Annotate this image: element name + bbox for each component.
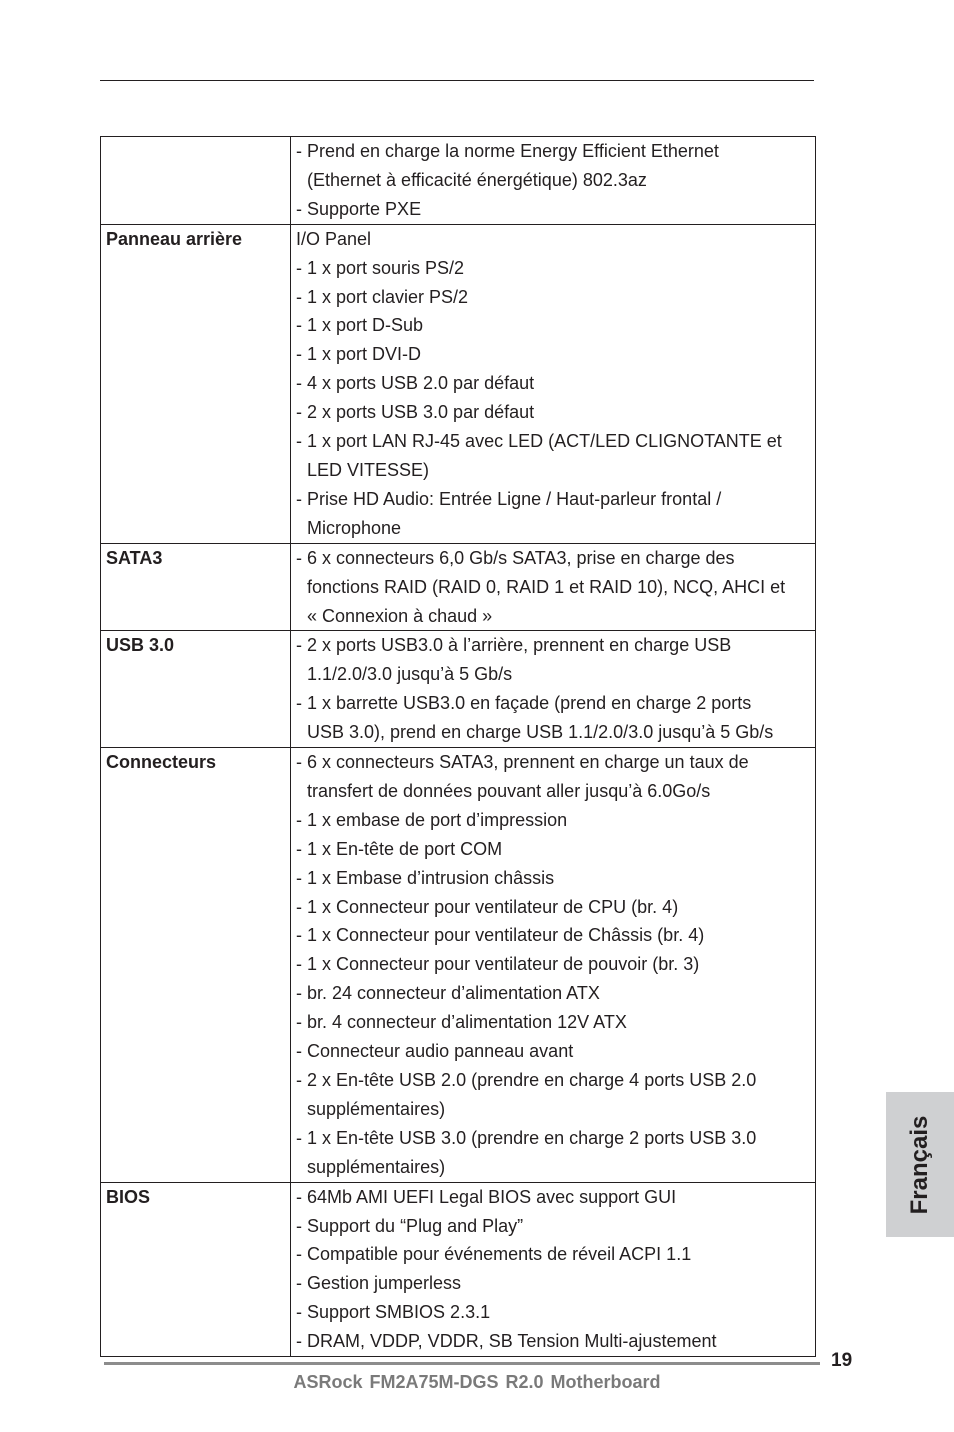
spec-line: - 1 x En-tête de port COM: [296, 838, 503, 859]
spec-line: - 2 x ports USB 3.0 par défaut: [296, 402, 535, 423]
spec-line: - 64Mb AMI UEFI Legal BIOS avec support GUI: [296, 1186, 677, 1207]
spec-line: - Support du “Plug and Play”: [296, 1215, 524, 1236]
spec-content: [291, 1182, 816, 1356]
spec-line: - 1 x embase de port d’impression: [296, 809, 568, 830]
spec-line: - br. 24 connecteur d’alimentation ATX: [296, 983, 600, 1004]
spec-line: Microphone: [307, 517, 402, 538]
spec-label: Panneau arrière: [101, 224, 291, 543]
spec-line: transfert de données pouvant aller jusqu’à 6.0Go/s: [307, 780, 711, 801]
spec-line: - 2 x En-tête USB 2.0 (prendre en charge 4 ports USB 2.0: [296, 1070, 757, 1090]
spec-content: [291, 543, 816, 631]
spec-line: - 1 x port LAN RJ-45 avec LED (ACT/LED CLIGNOTANTE et: [296, 431, 782, 452]
spec-line: supplémentaires): [307, 1098, 446, 1119]
language-tab-label: Français: [906, 1115, 933, 1214]
spec-line: - 6 x connecteurs SATA3, prennent en charge un taux de: [296, 752, 749, 773]
spec-line: I/O Panel: [296, 228, 372, 249]
spec-line: LED VITESSE): [307, 459, 430, 480]
spec-label: SATA3: [101, 543, 291, 631]
footer-rule: [104, 1362, 820, 1365]
spec-label: USB 3.0: [101, 631, 291, 748]
spec-line: (Ethernet à efficacité énergétique) 802.3az: [307, 169, 647, 190]
spec-row: [101, 543, 816, 631]
spec-row: [101, 748, 816, 1183]
specification-table-body: [101, 137, 816, 1357]
specification-table: [100, 136, 816, 1357]
language-tab: [886, 1092, 954, 1237]
spec-label: BIOS: [101, 1182, 291, 1356]
spec-line: - 1 x port D-Sub: [296, 315, 424, 336]
header-rule: [100, 80, 814, 81]
spec-row: [101, 224, 816, 543]
spec-label: [101, 137, 291, 225]
spec-line: supplémentaires): [307, 1156, 446, 1177]
spec-row: [101, 631, 816, 748]
spec-line: « Connexion à chaud »: [307, 605, 493, 626]
spec-line: USB 3.0), prend en charge USB 1.1/2.0/3.0 jusqu’à 5 Gb/s: [307, 722, 774, 743]
spec-line: - 4 x ports USB 2.0 par défaut: [296, 373, 535, 394]
spec-line: - 1 x Connecteur pour ventilateur de Châssis (br. 4): [296, 925, 705, 946]
spec-line: - 1 x Connecteur pour ventilateur de pouvoir (br. 3): [296, 954, 700, 975]
spec-line: - 1 x Embase d’intrusion châssis: [296, 867, 555, 888]
spec-label: Connecteurs: [101, 748, 291, 1183]
spec-line: - Connecteur audio panneau avant: [296, 1041, 574, 1062]
spec-line: - Compatible pour événements de réveil ACPI 1.1: [296, 1244, 692, 1265]
spec-line: - Supporte PXE: [296, 198, 422, 219]
spec-line: - Gestion jumperless: [296, 1273, 462, 1294]
spec-line: - 2 x ports USB3.0 à l’arrière, prennent en charge USB: [296, 635, 732, 656]
page-number: 19: [831, 1350, 853, 1371]
spec-line: - 6 x connecteurs 6,0 Gb/s SATA3, prise en charge des: [296, 547, 735, 568]
spec-row: [101, 137, 816, 225]
spec-content: [291, 631, 816, 748]
spec-content: [291, 748, 816, 1183]
spec-line: - Support SMBIOS 2.3.1: [296, 1302, 491, 1323]
spec-content: [291, 224, 816, 543]
spec-line: - 1 x barrette USB3.0 en façade (prend en charge 2 ports: [296, 693, 752, 714]
spec-line: - 1 x port clavier PS/2: [296, 286, 469, 307]
spec-line: - br. 4 connecteur d’alimentation 12V ATX: [296, 1012, 627, 1033]
spec-line: fonctions RAID (RAID 0, RAID 1 et RAID 10), NCQ, AHCI et: [307, 576, 786, 597]
footer-title: ASRock FM2A75M-DGS R2.0 Motherboard: [293, 1372, 661, 1392]
spec-line: - 1 x Connecteur pour ventilateur de CPU (br. 4): [296, 896, 679, 917]
spec-content: [291, 137, 816, 225]
spec-line: - 1 x port DVI-D: [296, 344, 422, 365]
spec-line: - Prise HD Audio: Entrée Ligne / Haut-parleur frontal /: [296, 488, 722, 509]
spec-line: - Prend en charge la norme Energy Efficient Ethernet: [296, 141, 719, 161]
spec-line: 1.1/2.0/3.0 jusqu’à 5 Gb/s: [307, 664, 513, 685]
spec-line: - 1 x port souris PS/2: [296, 257, 465, 278]
spec-line: - DRAM, VDDP, VDDR, SB Tension Multi-ajustement: [296, 1331, 717, 1352]
spec-line: - 1 x En-tête USB 3.0 (prendre en charge 2 ports USB 3.0: [296, 1127, 757, 1148]
spec-row: [101, 1182, 816, 1356]
